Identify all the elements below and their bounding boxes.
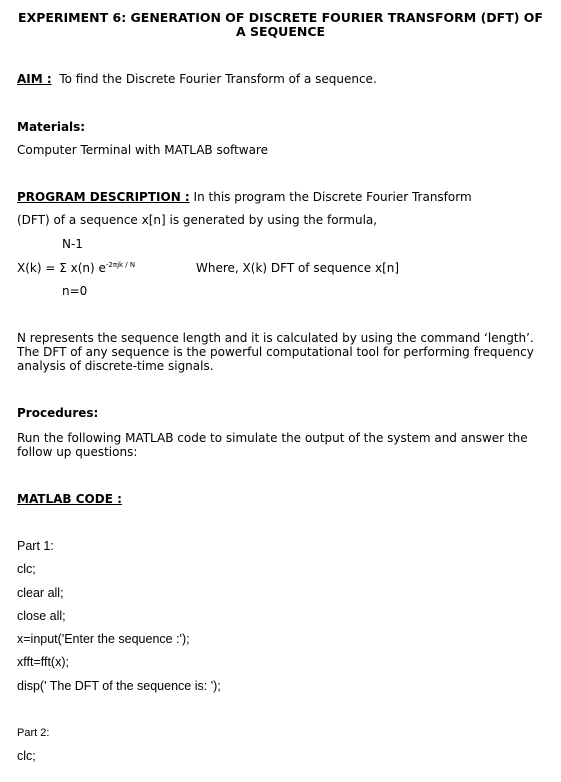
code-line: clc;	[17, 562, 36, 576]
formula-upper-limit: N-1	[62, 237, 83, 251]
aim-label: AIM :	[17, 72, 52, 86]
procedures-heading: Procedures:	[17, 406, 99, 420]
code-line: x=input('Enter the sequence :');	[17, 632, 190, 646]
part-1-label: Part 1:	[17, 539, 54, 553]
paragraph-line: The DFT of any sequence is the powerful computational tool for performing frequency	[17, 345, 534, 359]
code-line: xfft=fft(x);	[17, 655, 69, 669]
code-line: close all;	[17, 609, 66, 623]
length-paragraph	[17, 331, 547, 373]
paragraph-line: follow up questions:	[17, 445, 138, 459]
matlab-code-heading: MATLAB CODE :	[17, 492, 122, 506]
formula-main: X(k) = Σ x(n) e	[17, 261, 106, 275]
page-title	[0, 11, 561, 39]
code-line: clear all;	[17, 586, 64, 600]
formula	[17, 261, 135, 275]
formula-exponent: -2πjk / N	[105, 261, 136, 269]
program-description-text-2: (DFT) of a sequence x[n] is generated by using the formula,	[17, 213, 378, 227]
title-line-1: EXPERIMENT 6: GENERATION OF DISCRETE FOURIER TRANSFORM (DFT) OF	[18, 10, 543, 25]
program-description-row	[17, 190, 472, 204]
paragraph-line: Run the following MATLAB code to simulate the output of the system and answer the	[17, 431, 528, 445]
formula-lower-limit: n=0	[62, 284, 88, 298]
formula-where: Where, X(k) DFT of sequence x[n]	[196, 261, 400, 275]
part-2-label: Part 2:	[17, 727, 50, 739]
procedures-paragraph	[17, 431, 547, 459]
materials-heading: Materials:	[17, 120, 86, 134]
aim-row	[17, 72, 377, 86]
materials-text: Computer Terminal with MATLAB software	[17, 143, 268, 157]
aim-text: To find the Discrete Fourier Transform of a sequence.	[59, 72, 377, 86]
program-description-text: In this program the Discrete Fourier Transform	[193, 190, 472, 204]
paragraph-line: analysis of discrete-time signals.	[17, 359, 214, 373]
code-line: disp(' The DFT of the sequence is: ');	[17, 679, 221, 693]
title-line-2: A SEQUENCE	[235, 24, 326, 39]
code-line: clc;	[17, 749, 36, 763]
paragraph-line: N represents the sequence length and it is calculated by using the command ‘length’.	[17, 331, 534, 345]
program-description-label: PROGRAM DESCRIPTION :	[17, 190, 190, 204]
